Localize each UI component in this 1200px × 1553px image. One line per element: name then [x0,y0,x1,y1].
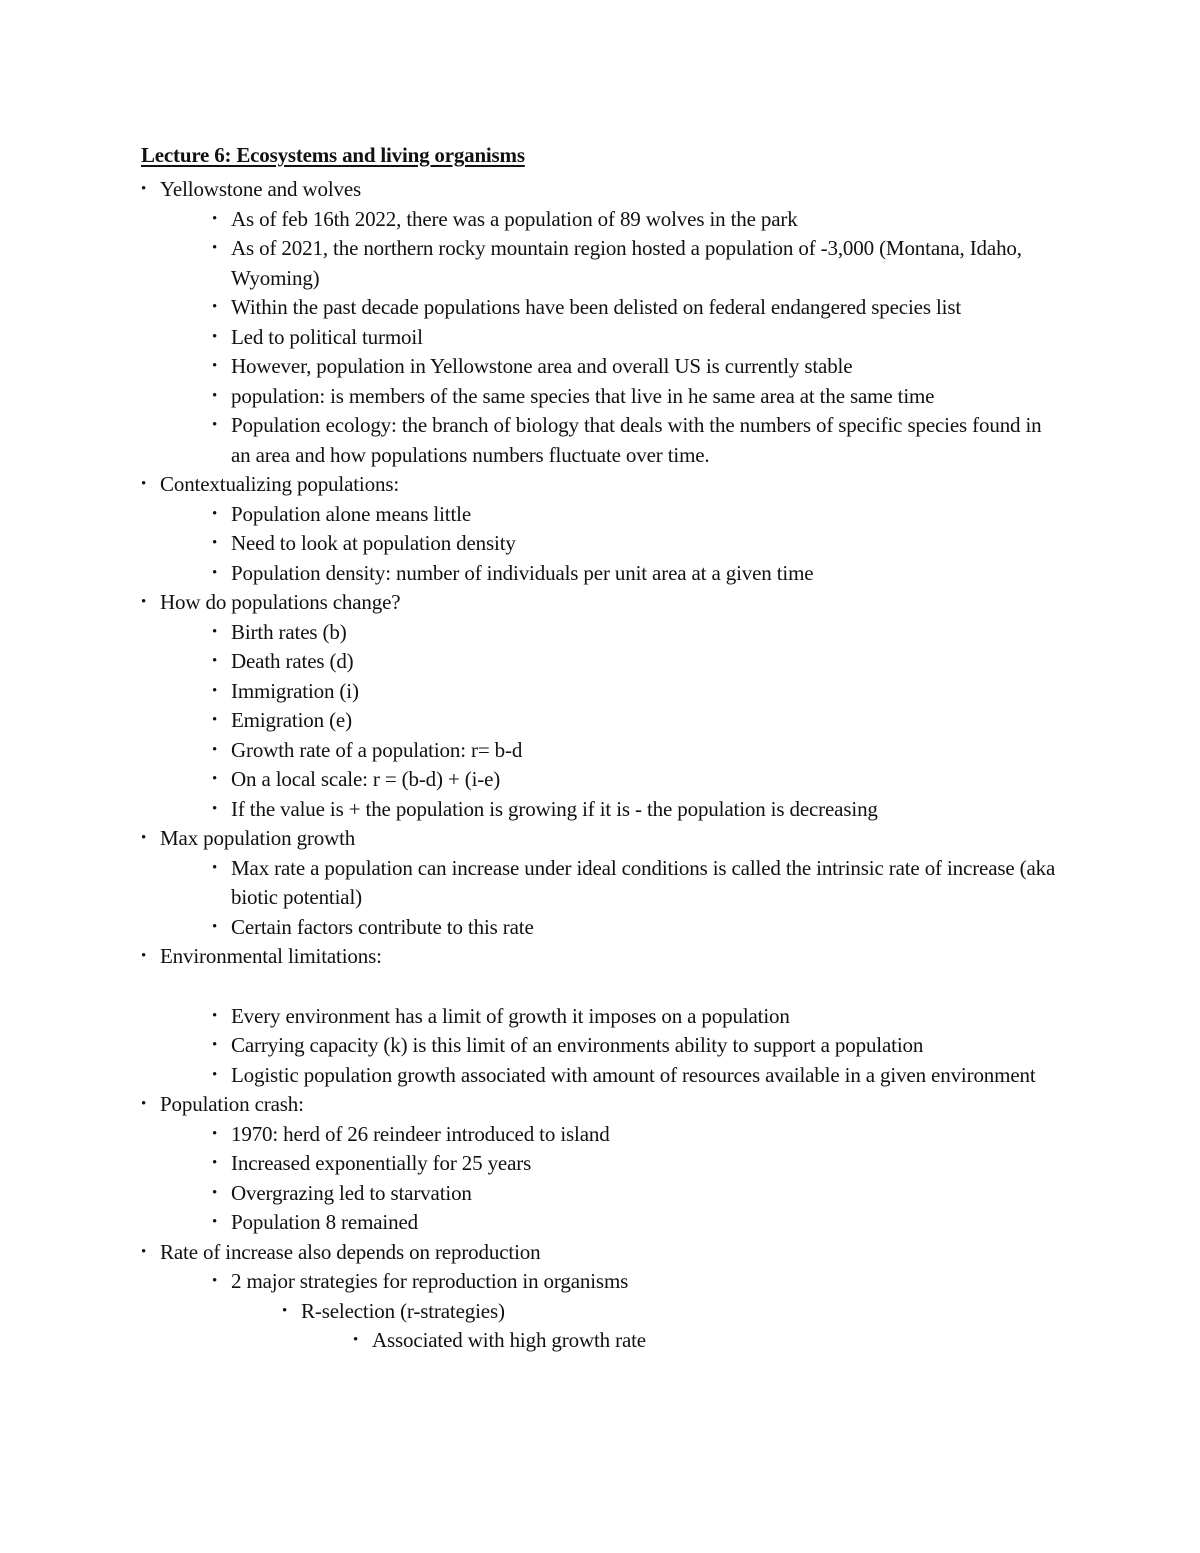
section-heading: • How do populations change? [160,590,401,614]
list-item: • Population density: number of individuals per unit area at a given time [0,559,1061,589]
list-item: • Logistic population growth associated with amount of resources available in a given environment [0,1061,1061,1091]
section-max-population-growth [0,824,1060,942]
outline-list [0,175,1200,1356]
list-item: • Emigration (e) [0,706,1061,736]
subsection-detail-items [301,1326,1061,1356]
section-heading: • Yellowstone and wolves [160,177,362,201]
list-item: • Every environment has a limit of growth it imposes on a population [0,1002,1061,1032]
list-item: • On a local scale: r = (b-d) + (i-e) [0,765,1061,795]
list-item: • Increased exponentially for 25 years [0,1149,1061,1179]
list-item: • Population alone means little [0,500,1061,530]
section-items [160,500,1060,589]
section-items [160,618,1060,825]
list-item: • R-selection (r-strategies) • Associated with high growth rate [0,1297,1061,1356]
list-item: • Growth rate of a population: r= b-d [0,736,1061,766]
subsection-items [231,1297,1061,1356]
page-title: Lecture 6: Ecosystems and living organisms [141,143,525,167]
list-item: • Immigration (i) [0,677,1061,707]
list-item: • As of feb 16th 2022, there was a population of 89 wolves in the park [0,205,1061,235]
section-heading: • Population crash: [160,1092,304,1116]
notes-content [0,175,1200,1356]
list-item: • As of 2021, the northern rocky mountain region hosted a population of -3,000 (Montana, Idaho, Wyoming) [0,234,1061,293]
blank-line [160,972,1060,1002]
list-item: • Carrying capacity (k) is this limit of an environments ability to support a population [0,1031,1061,1061]
section-environmental-limitations [0,942,1060,1090]
section-items [160,205,1060,471]
list-item: • Need to look at population density [0,529,1061,559]
list-item: • Max rate a population can increase under ideal conditions is called the intrinsic rate of increase (aka biotic potential) [0,854,1061,913]
section-items [160,1120,1060,1238]
section-population-change [0,588,1060,824]
list-item: • Death rates (d) [0,647,1061,677]
list-item: • However, population in Yellowstone area and overall US is currently stable [0,352,1061,382]
list-item: • population: is members of the same species that live in he same area at the same time [0,382,1061,412]
list-item: • Led to political turmoil [0,323,1061,353]
section-items [160,1267,1060,1356]
list-item: • If the value is + the population is growing if it is - the population is decreasing [0,795,1061,825]
section-heading: • Environmental limitations: [160,944,382,968]
section-heading: • Max population growth [160,826,356,850]
list-item: • Population 8 remained [0,1208,1061,1238]
list-item: • Certain factors contribute to this rate [0,913,1061,943]
section-contextualizing-populations [0,470,1060,588]
list-item: • Within the past decade populations have been delisted on federal endangered species list [0,293,1061,323]
section-heading: • Contextualizing populations: [160,472,400,496]
list-item: • Birth rates (b) [0,618,1061,648]
section-yellowstone-wolves [0,175,1060,470]
list-item: • 2 major strategies for reproduction in organisms • R-selection (r-strategies) • Associated with high growth rate [0,1267,1061,1356]
list-item: • Population ecology: the branch of biology that deals with the numbers of specific species found in an area and how populations numbers fluctuate over time. [0,411,1061,470]
list-item: • 1970: herd of 26 reindeer introduced to island [0,1120,1061,1150]
list-item: • Associated with high growth rate [0,1326,1062,1356]
list-item: • Overgrazing led to starvation [0,1179,1061,1209]
section-items [160,1002,1060,1091]
section-heading: • Rate of increase also depends on reproduction [160,1239,541,1264]
section-items [160,854,1060,943]
section-rate-of-increase [0,1238,1060,1356]
section-population-crash [0,1090,1060,1238]
